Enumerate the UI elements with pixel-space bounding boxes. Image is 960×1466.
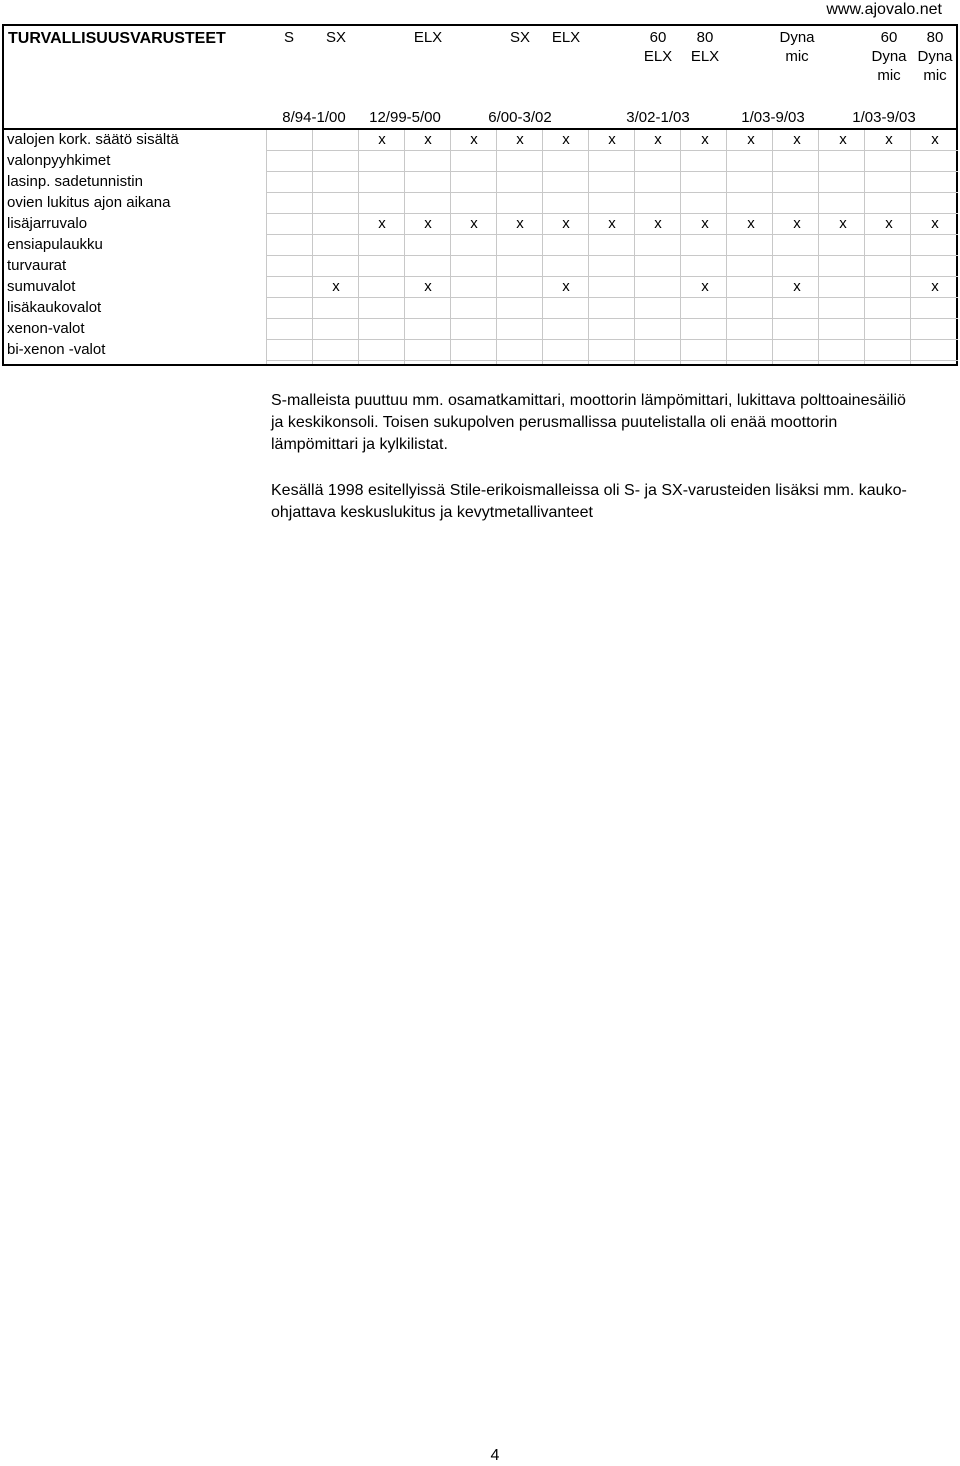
feature-mark: x xyxy=(470,131,478,148)
grid-vline xyxy=(496,128,497,364)
grid-vline xyxy=(726,128,727,364)
feature-mark: x xyxy=(378,131,386,148)
model-header: S xyxy=(283,29,294,46)
period-header: 6/00-3/02 xyxy=(488,109,552,126)
grid-hline xyxy=(266,234,958,235)
feature-mark: x xyxy=(931,278,939,295)
model-header: SX xyxy=(509,29,530,46)
row-label: ensiapulaukku xyxy=(7,236,103,253)
note-paragraph-2: Kesällä 1998 esitellyissä Stile-erikoismalleissa oli S- ja SX-varusteiden lisäksi mm. kauko-ohjattava keskuslukitus ja kevytmetallivanteet xyxy=(271,482,907,521)
feature-mark: x xyxy=(562,131,570,148)
feature-mark: x xyxy=(839,131,847,148)
row-label: valonpyyhkimet xyxy=(7,152,111,169)
feature-mark: x xyxy=(793,131,801,148)
model-header: 80 Dyna mic xyxy=(917,29,953,84)
feature-mark: x xyxy=(931,215,939,232)
feature-mark: x xyxy=(793,278,801,295)
period-header: 12/99-5/00 xyxy=(369,109,441,126)
grid-vline xyxy=(588,128,589,364)
feature-mark: x xyxy=(424,215,432,232)
grid-hline xyxy=(266,360,958,361)
grid-vline xyxy=(358,128,359,364)
feature-mark: x xyxy=(378,215,386,232)
site-url: www.ajovalo.net xyxy=(826,1,942,18)
grid-vline xyxy=(680,128,681,364)
row-label: lisäkaukovalot xyxy=(7,299,102,316)
grid-hline xyxy=(266,318,958,319)
period-header: 8/94-1/00 xyxy=(282,109,346,126)
grid-vline xyxy=(864,128,865,364)
grid-hline xyxy=(266,150,958,151)
feature-mark: x xyxy=(793,215,801,232)
feature-mark: x xyxy=(839,215,847,232)
table-title: TURVALLISUUSVARUSTEET xyxy=(8,30,226,47)
grid-vline xyxy=(542,128,543,364)
grid-hline xyxy=(266,255,958,256)
row-label: turvaurat xyxy=(7,257,67,274)
grid-vline xyxy=(450,128,451,364)
period-header: 1/03-9/03 xyxy=(741,109,805,126)
model-header: ELX xyxy=(551,29,581,46)
feature-mark: x xyxy=(424,131,432,148)
grid-hline xyxy=(266,171,958,172)
grid-vline xyxy=(818,128,819,364)
feature-mark: x xyxy=(516,215,524,232)
feature-mark: x xyxy=(747,215,755,232)
grid-vline xyxy=(266,128,267,364)
grid-hline xyxy=(266,276,958,277)
feature-mark: x xyxy=(608,131,616,148)
page-number: 4 xyxy=(490,1447,500,1464)
grid-hline xyxy=(266,339,958,340)
feature-mark: x xyxy=(608,215,616,232)
feature-mark: x xyxy=(562,278,570,295)
feature-mark: x xyxy=(654,215,662,232)
grid-hline xyxy=(266,192,958,193)
feature-mark: x xyxy=(931,131,939,148)
grid-vline xyxy=(312,128,313,364)
model-header: Dyna mic xyxy=(779,29,815,65)
period-header: 1/03-9/03 xyxy=(852,109,916,126)
row-label: ovien lukitus ajon aikana xyxy=(7,194,171,211)
grid-vline xyxy=(404,128,405,364)
feature-mark: x xyxy=(424,278,432,295)
row-label: bi-xenon -valot xyxy=(7,341,106,358)
feature-mark: x xyxy=(885,131,893,148)
model-header: ELX xyxy=(413,29,443,46)
feature-mark: x xyxy=(701,278,709,295)
grid-vline xyxy=(772,128,773,364)
note-paragraph-1: S-malleista puuttuu mm. osamatkamittari, moottorin lämpömittari, lukittava polttoainesäiliö ja keskikonsoli. Toisen sukupolven perusmallissa puutelistalla oli enää moottorin lämpömittari ja kylkilistat. xyxy=(271,392,906,453)
row-label: xenon-valot xyxy=(7,320,85,337)
feature-mark: x xyxy=(885,215,893,232)
row-label: valojen kork. säätö sisältä xyxy=(7,131,179,148)
feature-mark: x xyxy=(747,131,755,148)
period-header: 3/02-1/03 xyxy=(626,109,690,126)
model-header: 60 ELX xyxy=(643,29,673,65)
feature-mark: x xyxy=(654,131,662,148)
feature-mark: x xyxy=(562,215,570,232)
feature-mark: x xyxy=(470,215,478,232)
grid-vline xyxy=(910,128,911,364)
feature-mark: x xyxy=(701,131,709,148)
model-header: SX xyxy=(325,29,346,46)
grid-vline xyxy=(634,128,635,364)
grid-hline xyxy=(266,297,958,298)
row-label: sumuvalot xyxy=(7,278,76,295)
feature-mark: x xyxy=(701,215,709,232)
row-label: lasinp. sadetunnistin xyxy=(7,173,143,190)
row-label: lisäjarruvalo xyxy=(7,215,88,232)
feature-mark: x xyxy=(516,131,524,148)
model-header: 60 Dyna mic xyxy=(871,29,907,84)
model-header: 80 ELX xyxy=(690,29,720,65)
feature-mark: x xyxy=(332,278,340,295)
